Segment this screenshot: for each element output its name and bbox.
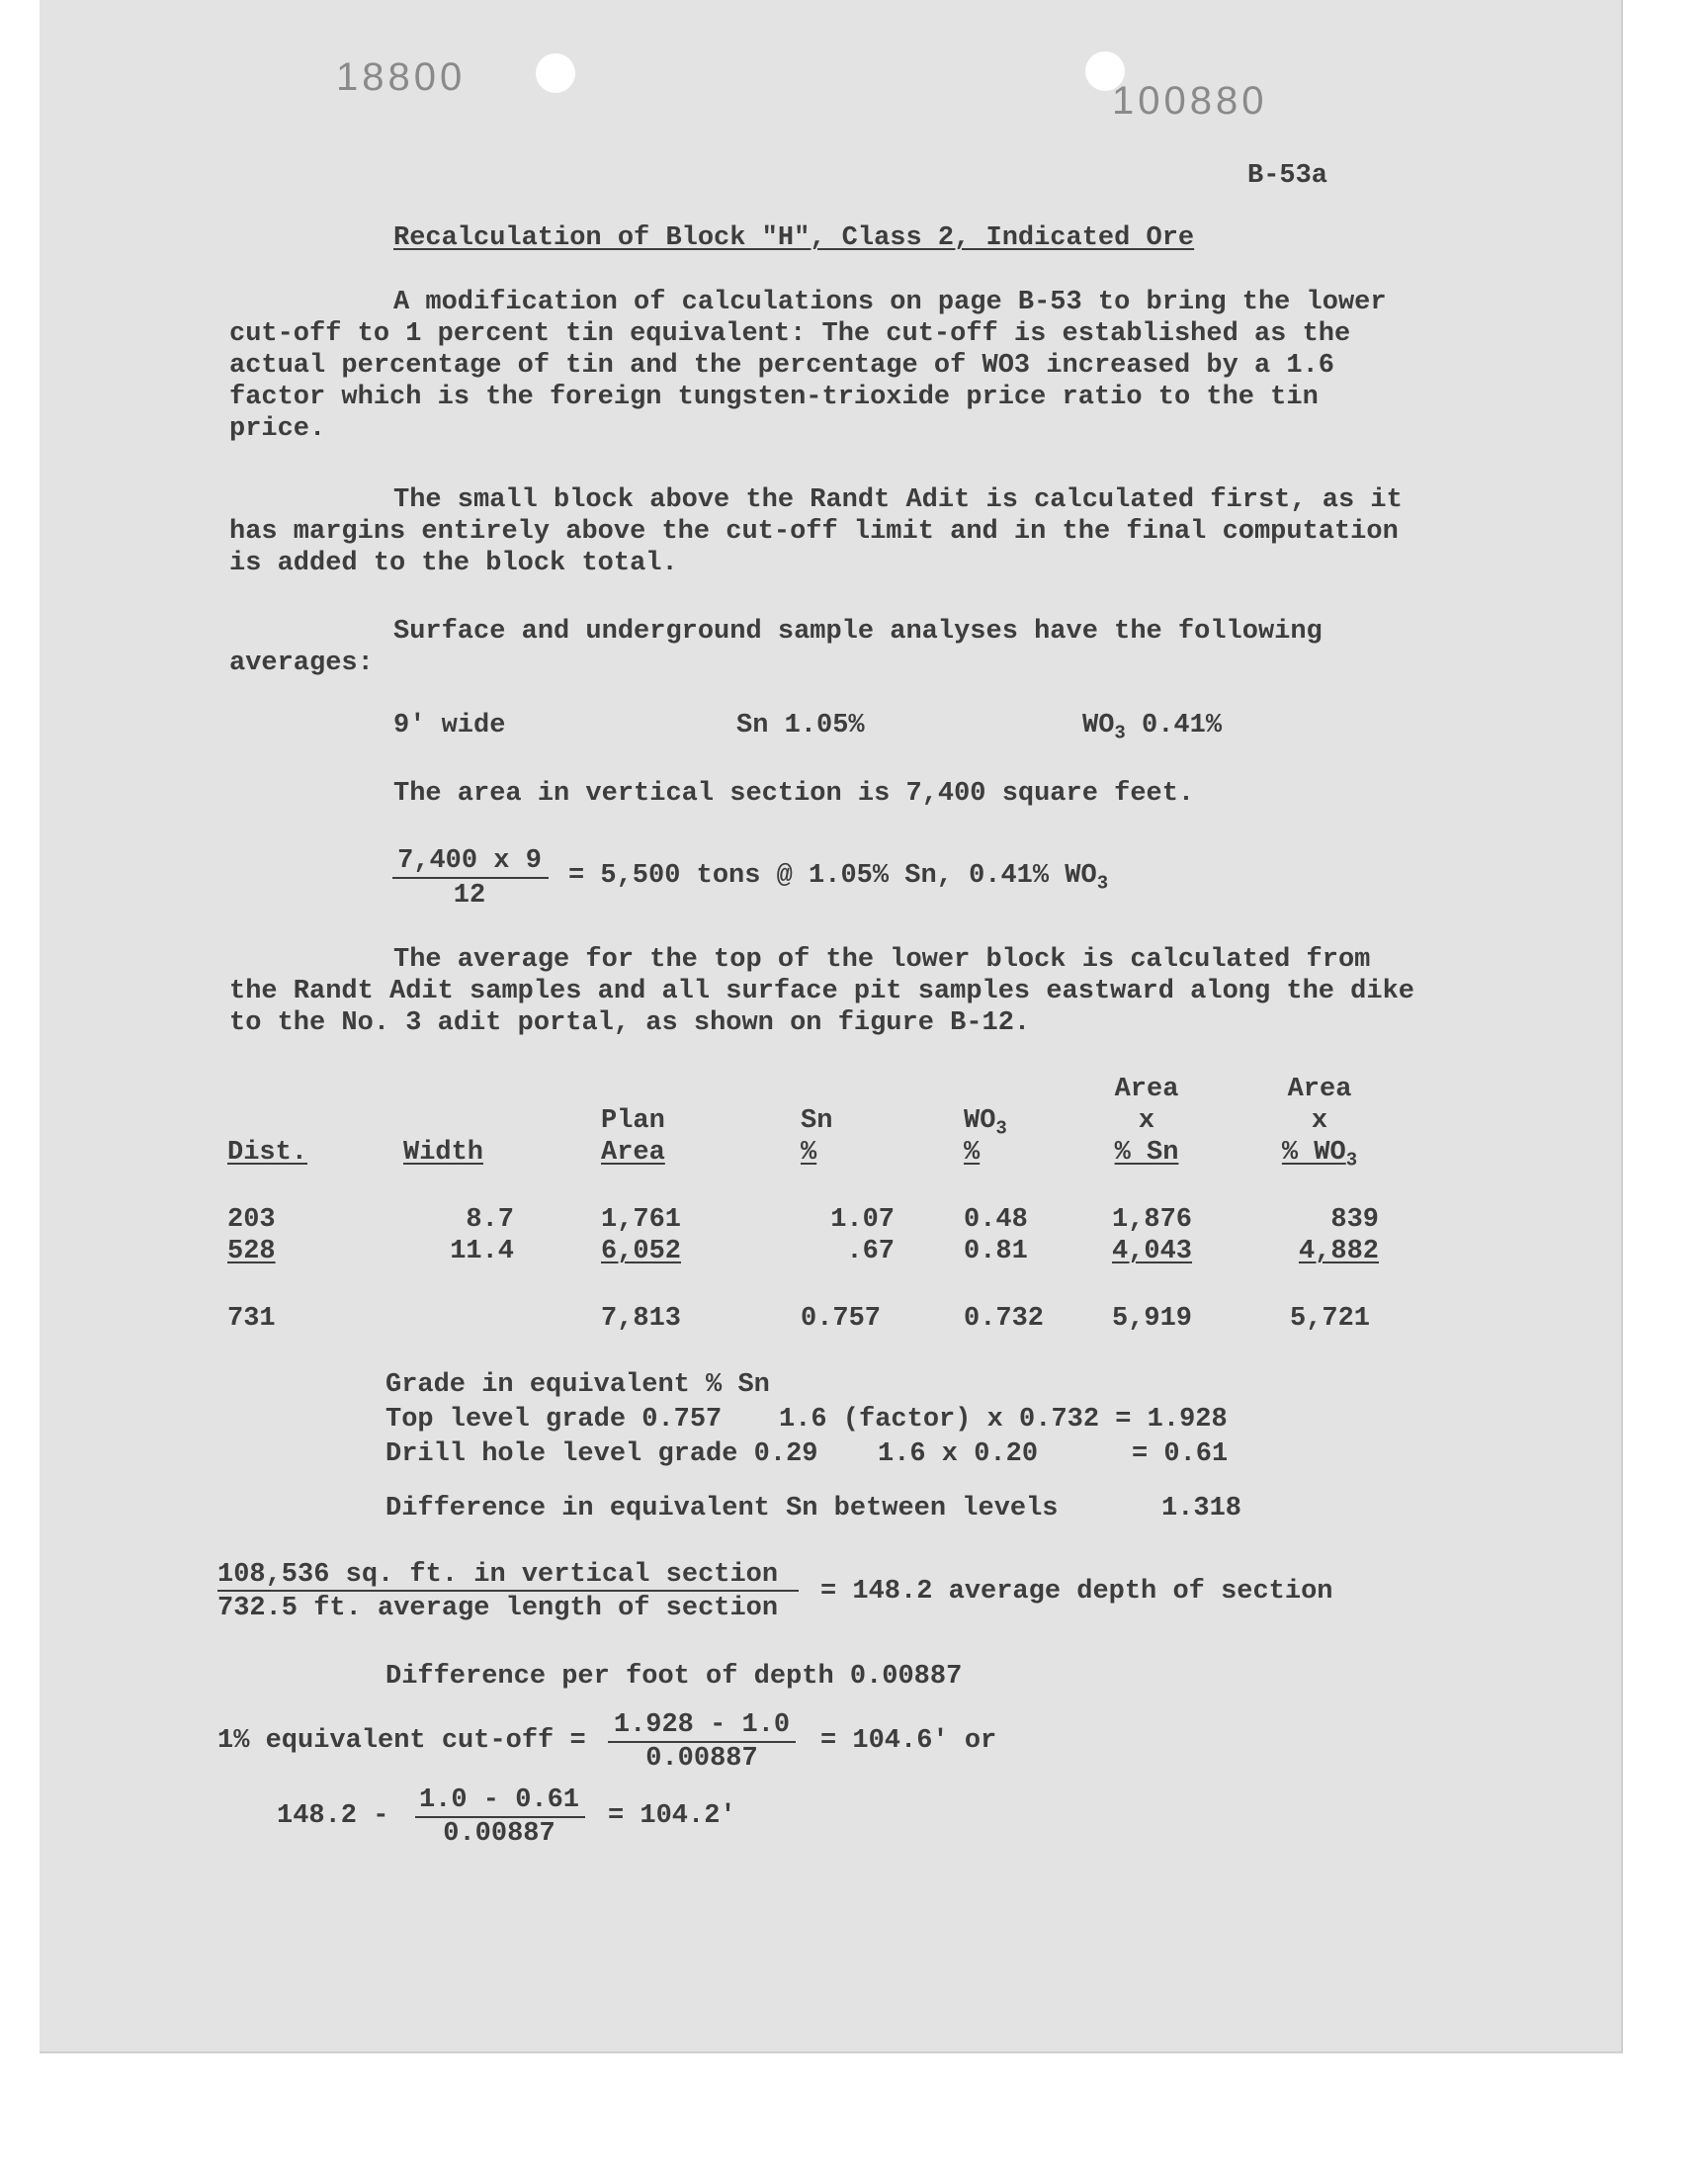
cutoff1-result: = 104.6' or: [820, 1726, 997, 1756]
cutoff1-lead: 1% equivalent cut-off =: [217, 1726, 586, 1756]
row1-plan: 1,761: [601, 1205, 682, 1235]
para1-line-3: actual percentage of tin and the percentage of WO3 increased by a 1.6: [229, 351, 1334, 381]
header-area-sn-1: Area: [1114, 1075, 1179, 1104]
row1-sn: 1.07: [830, 1205, 895, 1235]
row2-wo3: 0.81: [964, 1237, 1028, 1266]
total-wo3: 0.732: [964, 1304, 1045, 1334]
stamp-number-right: 100880: [1112, 79, 1268, 123]
cutoff2-result: = 104.2': [608, 1801, 736, 1831]
depth-result: = 148.2 average depth of section: [820, 1577, 1333, 1607]
stamp-number-left: 18800: [336, 55, 467, 99]
cutoff2-numerator: 1.0 - 0.61: [418, 1785, 580, 1815]
para4-line-2: the Randt Adit samples and all surface pit samples eastward along the dike: [229, 977, 1414, 1006]
area-line: The area in vertical section is 7,400 square feet.: [393, 779, 1195, 809]
grade-drill-calc: 1.6 x 0.20: [878, 1439, 1039, 1469]
grade-drill-result: = 0.61: [1132, 1439, 1229, 1469]
header-plan-top: Plan: [601, 1106, 665, 1136]
header-width: Width: [403, 1138, 484, 1168]
header-area-sn-2: x: [1138, 1106, 1155, 1136]
depth-fraction-bar: [217, 1590, 799, 1592]
row1-area-sn: 1,876: [1112, 1205, 1193, 1235]
row2-area-sn: 4,043: [1112, 1237, 1193, 1266]
average-wo3: $WO_3$ 0.41%: [1082, 711, 1223, 744]
difference-per-foot: Difference per foot of depth 0.00887: [385, 1662, 963, 1692]
header-area-sn-3: % Sn: [1114, 1138, 1179, 1168]
header-area-wo3-1: Area: [1287, 1075, 1352, 1104]
row2-area-wo3: 4,882: [1298, 1237, 1379, 1266]
tonnage-denominator: 12: [453, 881, 486, 911]
tonnage-result: = 5,500 tons @ 1.05% Sn, 0.41% $WO_3$: [568, 861, 1109, 895]
para3-line-2: averages:: [229, 649, 374, 678]
grade-difference-value: 1.318: [1161, 1494, 1242, 1523]
para4-line-1: The average for the top of the lower block is calculated from: [393, 945, 1371, 975]
total-plan: 7,813: [601, 1304, 682, 1334]
row1-wo3: 0.48: [964, 1205, 1028, 1235]
tonnage-fraction-bar: [392, 877, 549, 879]
cutoff1-numerator: 1.928 - 1.0: [613, 1710, 791, 1740]
header-sn-top: Sn: [801, 1106, 833, 1136]
total-area-wo3: 5,721: [1290, 1304, 1371, 1334]
average-sn: Sn 1.05%: [736, 711, 865, 740]
cutoff2-denominator: 0.00887: [443, 1819, 555, 1849]
row1-width: 8.7: [466, 1205, 514, 1235]
row1-area-wo3: 839: [1330, 1205, 1379, 1235]
total-area-sn: 5,919: [1112, 1304, 1193, 1334]
tonnage-numerator: 7,400 x 9: [397, 846, 542, 876]
para1-line-4: factor which is the foreign tungsten-trioxide price ratio to the tin: [229, 383, 1319, 412]
grade-top-calc: 1.6 (factor) x 0.732 = 1.928: [779, 1405, 1228, 1435]
para2-line-3: is added to the block total.: [229, 549, 678, 578]
header-dist: Dist.: [227, 1138, 308, 1168]
row2-sn: .67: [846, 1237, 895, 1266]
row1-dist: 203: [227, 1205, 276, 1235]
grade-difference-label: Difference in equivalent Sn between levels: [385, 1494, 1059, 1523]
para1-line-1: A modification of calculations on page B-53 to bring the lower: [393, 288, 1387, 317]
header-wo3-bottom: %: [964, 1138, 981, 1168]
row2-plan: 6,052: [601, 1237, 682, 1266]
header-area-wo3-2: x: [1311, 1106, 1328, 1136]
header-wo3-top: $WO_3$: [964, 1106, 1007, 1140]
grade-drill-level: Drill hole level grade 0.29: [385, 1439, 818, 1469]
punch-hole-left: [536, 53, 575, 93]
grade-top-level: Top level grade 0.757: [385, 1405, 723, 1435]
grade-heading: Grade in equivalent % Sn: [385, 1370, 770, 1400]
para4-line-3: to the No. 3 adit portal, as shown on figure B-12.: [229, 1008, 1031, 1038]
header-plan-bottom: Area: [601, 1138, 665, 1168]
depth-numerator: 108,536 sq. ft. in vertical section: [217, 1560, 779, 1590]
row2-dist: 528: [227, 1237, 276, 1266]
para1-line-5: price.: [229, 414, 326, 444]
page-code: B-53a: [1247, 161, 1328, 191]
header-sn-bottom: %: [801, 1138, 817, 1168]
total-sn: 0.757: [801, 1304, 882, 1334]
document-page: [40, 0, 1623, 2053]
total-dist: 731: [227, 1304, 276, 1334]
cutoff1-denominator: 0.00887: [645, 1744, 758, 1774]
para3-line-1: Surface and underground sample analyses have the following: [393, 617, 1323, 647]
depth-denominator: 732.5 ft. average length of section: [217, 1594, 779, 1623]
para1-line-2: cut-off to 1 percent tin equivalent: The cut-off is established as the: [229, 319, 1351, 349]
row2-width: 11.4: [450, 1237, 514, 1266]
page-title: Recalculation of Block "H", Class 2, Indicated Ore: [393, 223, 1195, 253]
header-area-wo3-3: % $WO_3$: [1281, 1138, 1358, 1172]
average-width: 9' wide: [393, 711, 506, 740]
para2-line-2: has margins entirely above the cut-off limit and in the final computation: [229, 517, 1399, 547]
para2-line-1: The small block above the Randt Adit is calculated first, as it: [393, 485, 1403, 515]
cutoff2-lead: 148.2 -: [277, 1801, 389, 1831]
